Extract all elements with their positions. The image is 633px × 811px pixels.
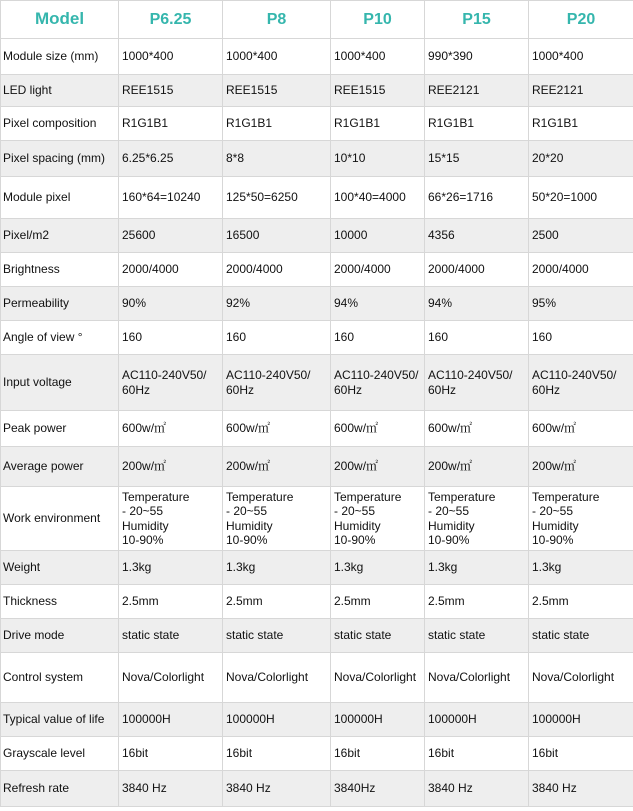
row-label: Pixel spacing (mm) — [1, 141, 119, 177]
table-cell: 15*15 — [425, 141, 529, 177]
table-cell: 160 — [529, 321, 633, 355]
table-row — [1, 219, 633, 253]
table-cell: 1000*400 — [331, 39, 425, 75]
table-cell: 94% — [331, 287, 425, 321]
table-cell: 200w/㎡ — [331, 447, 425, 487]
row-label: Control system — [1, 653, 119, 703]
table-cell: 160 — [331, 321, 425, 355]
table-cell: R1G1B1 — [331, 107, 425, 141]
row-label: Drive mode — [1, 619, 119, 653]
table-cell: R1G1B1 — [529, 107, 633, 141]
table-cell: Temperature - 20~55 Humidity 10-90% — [119, 487, 223, 551]
row-label: Module size (mm) — [1, 39, 119, 75]
header-model-p8: P8 — [223, 1, 331, 39]
table-cell: 2.5mm — [529, 585, 633, 619]
table-cell: 10000 — [331, 219, 425, 253]
table-cell: 200w/㎡ — [223, 447, 331, 487]
row-label: Pixel/m2 — [1, 219, 119, 253]
table-cell: 16bit — [425, 737, 529, 771]
table-cell: Temperature - 20~55 Humidity 10-90% — [223, 487, 331, 551]
row-label: Pixel composition — [1, 107, 119, 141]
table-cell: 100000H — [529, 703, 633, 737]
table-cell: 2000/4000 — [425, 253, 529, 287]
table-cell: REE2121 — [425, 75, 529, 107]
table-cell: 160 — [223, 321, 331, 355]
table-cell: static state — [223, 619, 331, 653]
table-row — [1, 355, 633, 411]
table-row — [1, 321, 633, 355]
table-cell: 95% — [529, 287, 633, 321]
table-cell: 20*20 — [529, 141, 633, 177]
table-cell: 92% — [223, 287, 331, 321]
row-label: Average power — [1, 447, 119, 487]
table-cell: 1000*400 — [119, 39, 223, 75]
table-cell: AC110-240V50/ 60Hz — [223, 355, 331, 411]
table-cell: 1000*400 — [223, 39, 331, 75]
table-cell: 160*64=10240 — [119, 177, 223, 219]
table-cell: REE1515 — [331, 75, 425, 107]
table-row — [1, 177, 633, 219]
table-cell: AC110-240V50/ 60Hz — [425, 355, 529, 411]
table-cell: 600w/㎡ — [119, 411, 223, 447]
table-cell: AC110-240V50/ 60Hz — [529, 355, 633, 411]
table-cell: 8*8 — [223, 141, 331, 177]
table-cell: AC110-240V50/ 60Hz — [119, 355, 223, 411]
table-cell: 600w/㎡ — [223, 411, 331, 447]
table-cell: R1G1B1 — [425, 107, 529, 141]
table-cell: 94% — [425, 287, 529, 321]
row-label: Module pixel — [1, 177, 119, 219]
header-model-p6-25: P6.25 — [119, 1, 223, 39]
table-row — [1, 39, 633, 75]
table-cell: 200w/㎡ — [425, 447, 529, 487]
table-cell: 3840 Hz — [223, 771, 331, 807]
table-cell: 1.3kg — [425, 551, 529, 585]
row-label: Permeability — [1, 287, 119, 321]
table-cell: 600w/㎡ — [529, 411, 633, 447]
table-cell: 100000H — [119, 703, 223, 737]
table-cell: 100000H — [223, 703, 331, 737]
table-cell: 200w/㎡ — [119, 447, 223, 487]
table-cell: 2000/4000 — [223, 253, 331, 287]
table-cell: 2.5mm — [331, 585, 425, 619]
table-cell: 1000*400 — [529, 39, 633, 75]
table-row — [1, 447, 633, 487]
table-cell: 16bit — [119, 737, 223, 771]
row-label: Peak power — [1, 411, 119, 447]
table-cell: 2000/4000 — [119, 253, 223, 287]
header-model-p20: P20 — [529, 1, 633, 39]
table-cell: 600w/㎡ — [331, 411, 425, 447]
table-row — [1, 585, 633, 619]
table-row — [1, 75, 633, 107]
table-cell: 50*20=1000 — [529, 177, 633, 219]
table-cell: 990*390 — [425, 39, 529, 75]
table-cell: R1G1B1 — [119, 107, 223, 141]
table-cell: static state — [529, 619, 633, 653]
row-label: Grayscale level — [1, 737, 119, 771]
table-cell: Nova/Colorlight — [425, 653, 529, 703]
table-cell: static state — [331, 619, 425, 653]
table-cell: 2000/4000 — [331, 253, 425, 287]
header-model: Model — [1, 1, 119, 39]
table-row — [1, 253, 633, 287]
table-cell: 600w/㎡ — [425, 411, 529, 447]
table-cell: 6.25*6.25 — [119, 141, 223, 177]
row-label: Typical value of life — [1, 703, 119, 737]
table-cell: REE2121 — [529, 75, 633, 107]
row-label: Work environment — [1, 487, 119, 551]
table-cell: 16bit — [331, 737, 425, 771]
table-row — [1, 551, 633, 585]
table-cell: 3840 Hz — [119, 771, 223, 807]
table-cell: 16bit — [223, 737, 331, 771]
table-header — [1, 1, 633, 39]
table-row — [1, 653, 633, 703]
table-cell: 2.5mm — [425, 585, 529, 619]
table-row — [1, 619, 633, 653]
table-cell: 1.3kg — [223, 551, 331, 585]
row-label: Angle of view ° — [1, 321, 119, 355]
table-cell: 125*50=6250 — [223, 177, 331, 219]
table-cell: 100000H — [425, 703, 529, 737]
table-row — [1, 737, 633, 771]
table-cell: R1G1B1 — [223, 107, 331, 141]
table-cell: REE1515 — [223, 75, 331, 107]
table-row — [1, 771, 633, 807]
table-cell: 90% — [119, 287, 223, 321]
table-cell: 2500 — [529, 219, 633, 253]
header-row — [1, 1, 633, 39]
row-label: Brightness — [1, 253, 119, 287]
header-model-p15: P15 — [425, 1, 529, 39]
row-label: Input voltage — [1, 355, 119, 411]
table-cell: Temperature - 20~55 Humidity 10-90% — [529, 487, 633, 551]
table-row — [1, 141, 633, 177]
row-label: Weight — [1, 551, 119, 585]
table-cell: static state — [119, 619, 223, 653]
table-cell: 3840Hz — [331, 771, 425, 807]
table-row — [1, 487, 633, 551]
table-row — [1, 287, 633, 321]
table-row — [1, 107, 633, 141]
row-label: Refresh rate — [1, 771, 119, 807]
table-cell: 2000/4000 — [529, 253, 633, 287]
table-cell: Nova/Colorlight — [223, 653, 331, 703]
table-cell: 100*40=4000 — [331, 177, 425, 219]
table-cell: static state — [425, 619, 529, 653]
table-cell: REE1515 — [119, 75, 223, 107]
table-cell: 160 — [119, 321, 223, 355]
table-body — [1, 39, 633, 807]
table-cell: AC110-240V50/ 60Hz — [331, 355, 425, 411]
table-cell: 2.5mm — [119, 585, 223, 619]
table-cell: Temperature - 20~55 Humidity 10-90% — [331, 487, 425, 551]
table-cell: 16bit — [529, 737, 633, 771]
table-cell: 10*10 — [331, 141, 425, 177]
table-cell: 3840 Hz — [529, 771, 633, 807]
table-row — [1, 703, 633, 737]
table-cell: Temperature - 20~55 Humidity 10-90% — [425, 487, 529, 551]
table-cell: 160 — [425, 321, 529, 355]
row-label: Thickness — [1, 585, 119, 619]
header-model-p10: P10 — [331, 1, 425, 39]
table-cell: 1.3kg — [119, 551, 223, 585]
table-cell: 16500 — [223, 219, 331, 253]
table-cell: 4356 — [425, 219, 529, 253]
table-cell: 3840 Hz — [425, 771, 529, 807]
table-cell: 2.5mm — [223, 585, 331, 619]
table-row — [1, 411, 633, 447]
table-cell: 1.3kg — [529, 551, 633, 585]
row-label: LED light — [1, 75, 119, 107]
table-cell: 100000H — [331, 703, 425, 737]
table-cell: Nova/Colorlight — [331, 653, 425, 703]
table-cell: 25600 — [119, 219, 223, 253]
table-cell: Nova/Colorlight — [529, 653, 633, 703]
table-cell: 66*26=1716 — [425, 177, 529, 219]
table-cell: 1.3kg — [331, 551, 425, 585]
table-cell: 200w/㎡ — [529, 447, 633, 487]
table-cell: Nova/Colorlight — [119, 653, 223, 703]
